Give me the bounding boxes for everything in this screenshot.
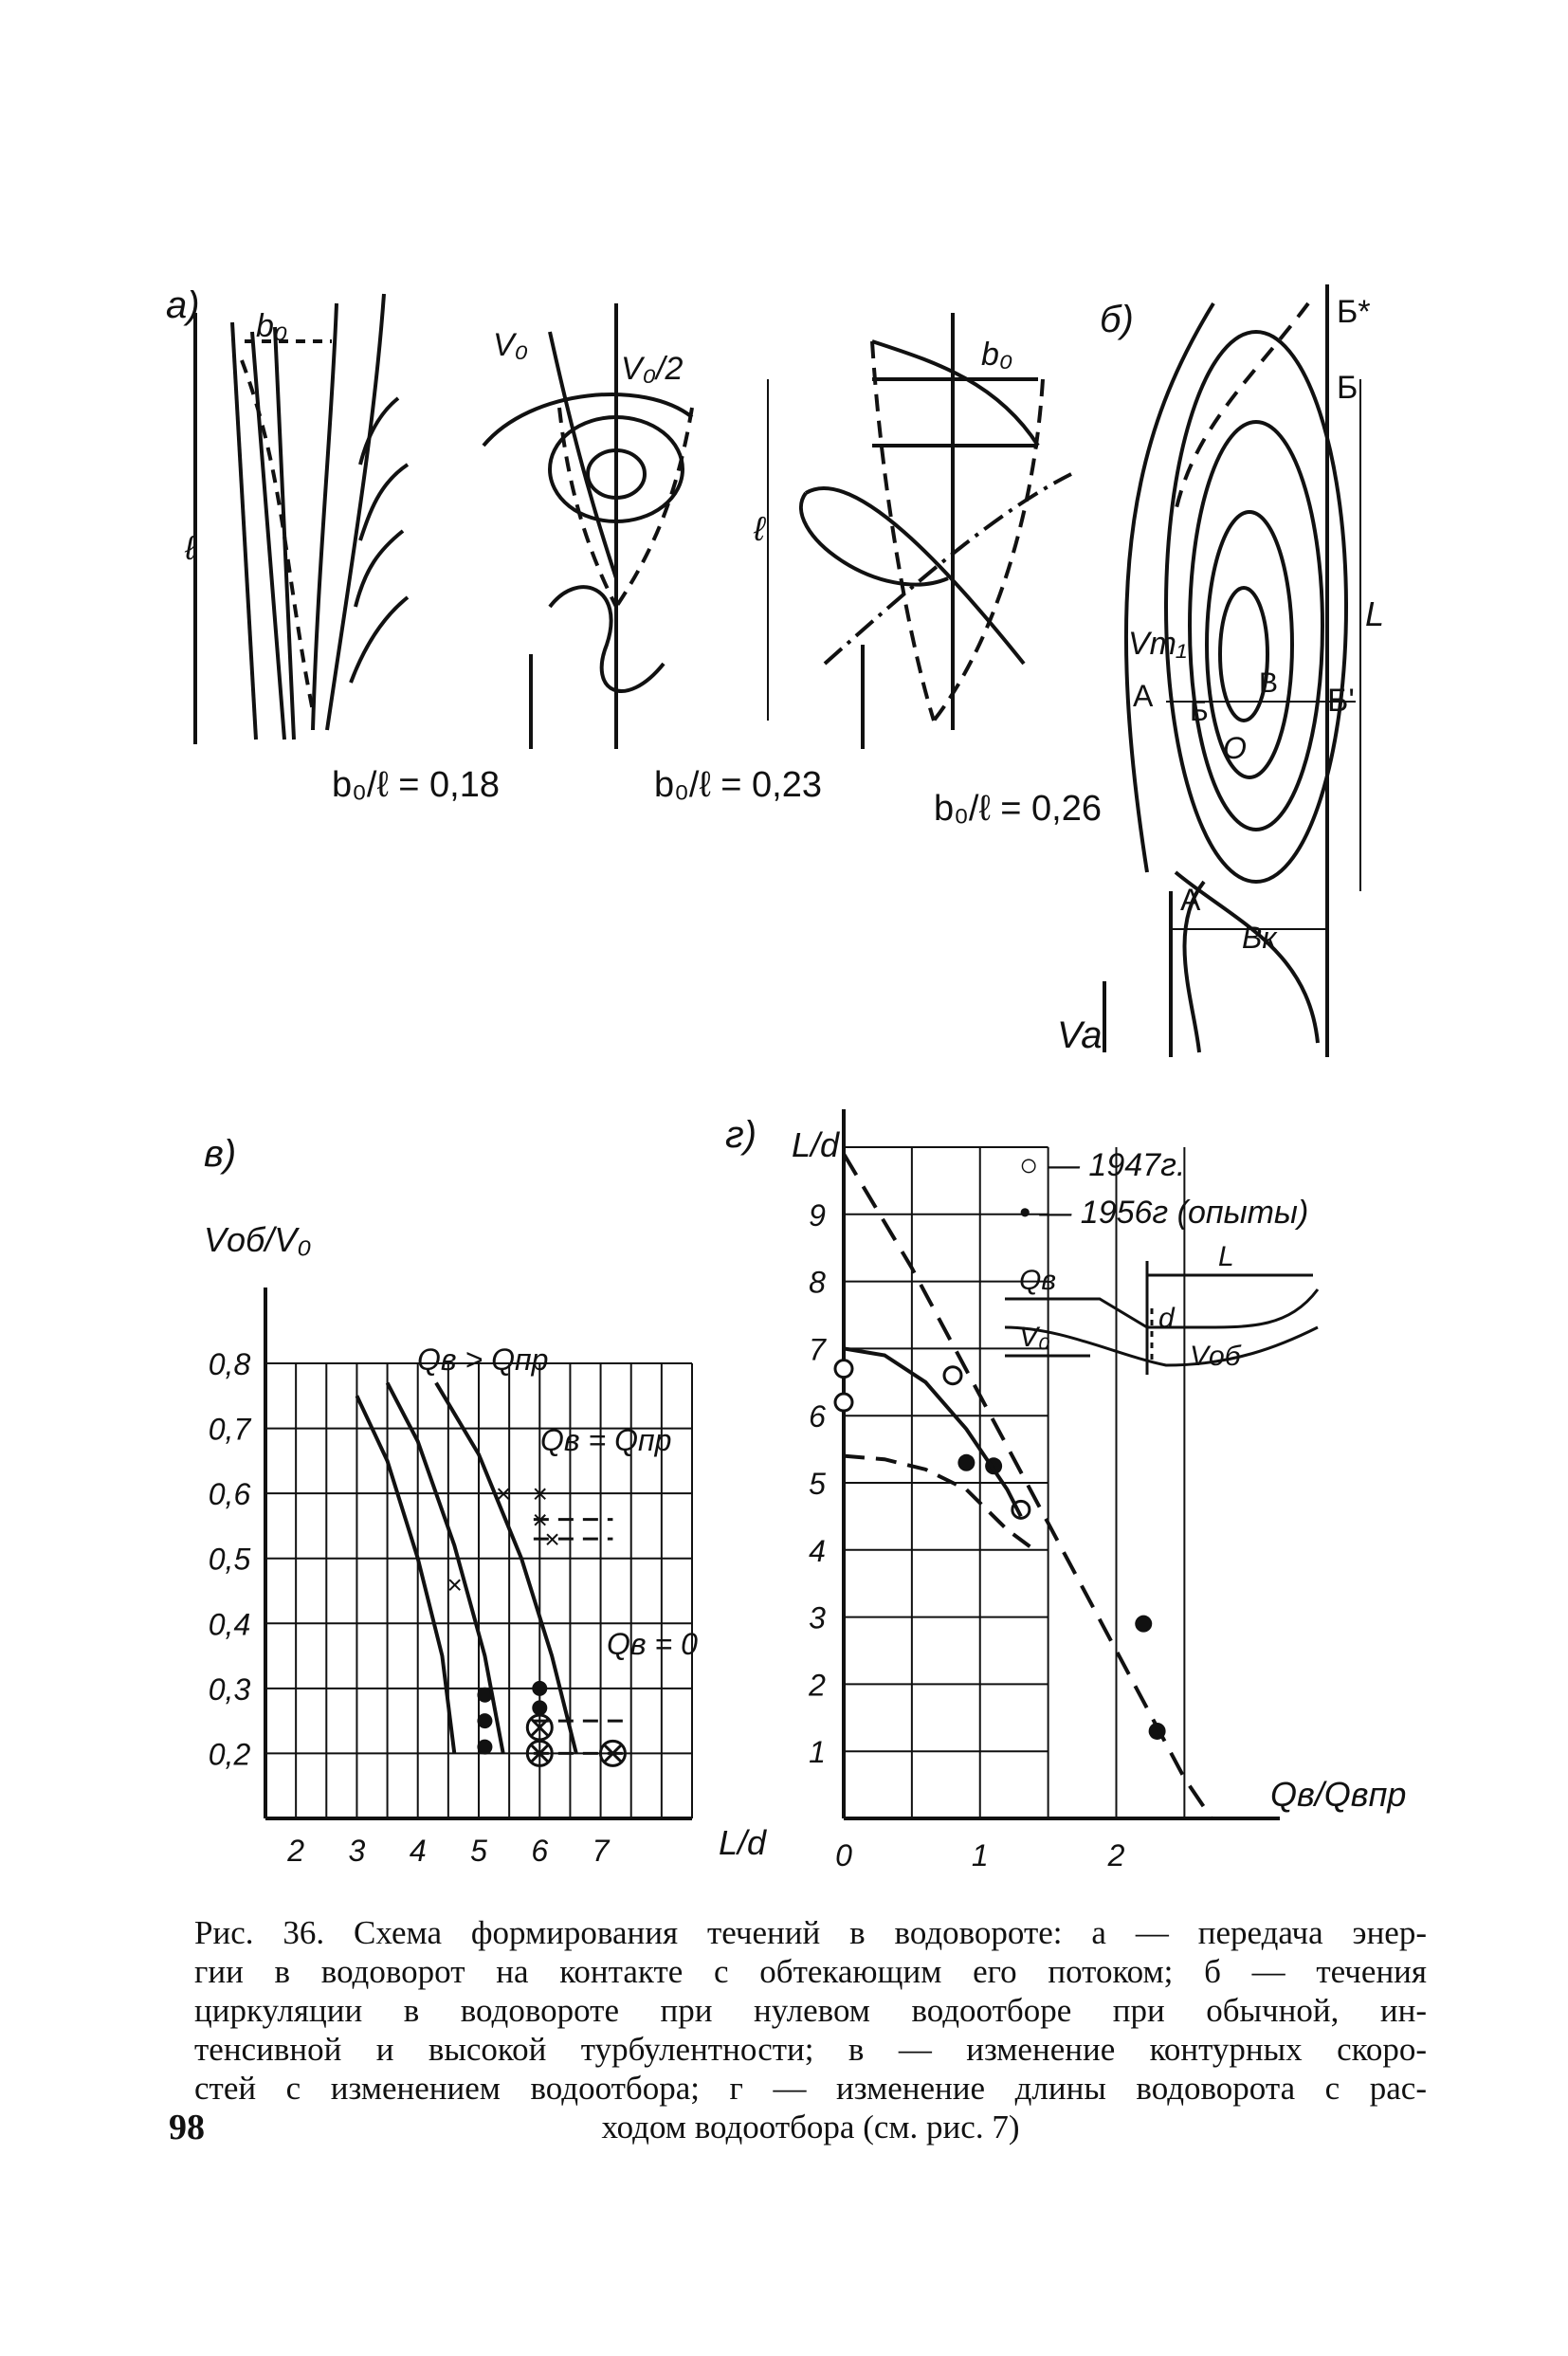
panel-label-g: г) xyxy=(725,1114,757,1156)
annot-qb-gt: Qв > Qпр xyxy=(417,1342,549,1377)
chart-g-x-title: Qв/Qвпр xyxy=(1270,1775,1407,1814)
y-tick-label: 0,8 xyxy=(208,1347,251,1381)
b-star-label: Б* xyxy=(1337,294,1371,330)
a-label-bottom: А xyxy=(1180,883,1201,917)
y-tick-label: 0,5 xyxy=(208,1542,251,1577)
chart-g-y-title: L/d xyxy=(792,1125,840,1164)
inset-l: L xyxy=(1218,1241,1234,1272)
legend-1947: ○ — 1947г. xyxy=(1019,1147,1186,1183)
b0-label-3: b₀ xyxy=(981,337,1013,373)
panel-label-a: а) xyxy=(166,284,200,326)
point-x-mark: × xyxy=(543,1525,560,1555)
caption-line: циркуляции в водовороте при нулевом водоотборе при обычной, ин- xyxy=(194,1992,1427,2029)
series-line-2 xyxy=(844,1348,1021,1516)
y-tick-label: 6 xyxy=(809,1399,826,1434)
panel-label-b: б) xyxy=(1100,299,1134,340)
panel-g xyxy=(725,1109,1406,1872)
point-1947 xyxy=(944,1367,961,1384)
point-1956 xyxy=(1135,1616,1152,1633)
a-label-top: А xyxy=(1133,679,1154,713)
x-tick-label: 4 xyxy=(409,1834,427,1868)
point-filled xyxy=(532,1700,547,1715)
chart-v-y-title: Vоб/V₀ xyxy=(204,1220,312,1259)
point-filled xyxy=(477,1713,492,1728)
caption-line: Рис. 36. Схема формирования течений в водовороте: а — передача энер- xyxy=(194,1914,1427,1951)
caption-line-last: ходом водоотбора (см. рис. 7) xyxy=(601,2109,1020,2146)
panel-v xyxy=(204,1133,767,1868)
y-tick-label: 4 xyxy=(809,1533,826,1568)
ratio-label-3: b₀/ℓ = 0,26 xyxy=(934,789,1103,829)
b0-label-1: b₀ xyxy=(256,308,288,344)
point-filled xyxy=(532,1681,547,1696)
b-prime-label: Б' xyxy=(1327,683,1355,719)
inset-d: d xyxy=(1158,1303,1175,1334)
inset-vob: Vоб xyxy=(1190,1341,1241,1372)
y-tick-label: 2 xyxy=(809,1668,826,1703)
x-tick-label: 6 xyxy=(531,1834,549,1868)
l-label-1: ℓ xyxy=(185,528,196,567)
panel-label-v: в) xyxy=(204,1133,237,1175)
x-tick-label: 3 xyxy=(348,1834,366,1868)
y-tick-label: 8 xyxy=(809,1265,826,1300)
series-line-1 xyxy=(356,1396,454,1753)
caption-line: стей с изменением водоотбора; г — изменение длины водоворота с рас- xyxy=(194,2070,1427,2107)
point-filled xyxy=(477,1740,492,1755)
y-tick-label: 9 xyxy=(809,1197,826,1233)
point-1956 xyxy=(957,1454,975,1471)
point-x-mark: × xyxy=(532,1479,548,1509)
y-tick-label: 3 xyxy=(809,1600,826,1635)
y-tick-label: 0,3 xyxy=(208,1671,251,1707)
y-tick-label: 0,4 xyxy=(208,1607,251,1642)
series-line-3 xyxy=(844,1456,1034,1550)
y-tick-label: 5 xyxy=(809,1467,826,1501)
caption-line: гии в водоворот на контакте с обтекающим его потоком; б — течения xyxy=(194,1953,1427,1990)
annot-qb-eq: Qв = Qпр xyxy=(540,1423,672,1457)
x-tick-label: 1 xyxy=(971,1838,989,1872)
x-tick-label: 2 xyxy=(1107,1838,1125,1872)
L-label: L xyxy=(1365,594,1385,633)
va-label: Va xyxy=(1057,1014,1103,1056)
figure-caption xyxy=(194,1913,1427,2146)
chart-v-x-title: L/d xyxy=(719,1823,767,1862)
l-label-3: ℓ xyxy=(754,509,765,548)
y-tick-label: 1 xyxy=(809,1735,826,1770)
series-line-1 xyxy=(844,1154,1212,1818)
caption-line: тенсивной и высокой турбулентности; в — изменение контурных скоро- xyxy=(194,2031,1427,2068)
y-tick-label: 7 xyxy=(809,1332,826,1367)
inset-qv: Qв xyxy=(1019,1265,1056,1296)
annot-qb-zero: Qв = 0 xyxy=(607,1627,698,1661)
b-label: Б xyxy=(1337,370,1358,406)
x-tick-label: 0 xyxy=(835,1838,852,1872)
b-small-label: Б xyxy=(1190,696,1209,727)
inset-v0: V₀ xyxy=(1019,1322,1050,1353)
x-tick-label: 5 xyxy=(470,1834,487,1868)
y-tick-label: 0,6 xyxy=(208,1477,251,1512)
vm-label: Vm₁ xyxy=(1128,626,1187,662)
x-tick-label: 7 xyxy=(592,1834,610,1868)
x-tick-label: 2 xyxy=(287,1834,305,1868)
v0-label: V₀ xyxy=(493,327,529,363)
ratio-label-2: b₀/ℓ = 0,23 xyxy=(654,765,823,805)
y-tick-label: 0,7 xyxy=(208,1412,251,1447)
panel-a xyxy=(166,284,1102,829)
bk-label: Bк xyxy=(1242,921,1277,955)
panel-b xyxy=(1057,284,1384,1057)
point-1947 xyxy=(835,1394,852,1411)
point-x-mark: × xyxy=(495,1479,511,1509)
page-number: 98 xyxy=(169,2108,205,2147)
v-half-label: V₀/2 xyxy=(621,351,684,387)
point-1947 xyxy=(835,1361,852,1378)
o-label: O xyxy=(1223,731,1247,765)
y-tick-label: 0,2 xyxy=(208,1737,251,1772)
point-x-mark: × xyxy=(447,1570,463,1600)
ratio-label-1: b₀/ℓ = 0,18 xyxy=(332,765,501,805)
B-label: B xyxy=(1259,667,1279,699)
legend-1956: • — 1956г (опыты) xyxy=(1019,1195,1309,1231)
point-x-mark: × xyxy=(532,1505,548,1535)
